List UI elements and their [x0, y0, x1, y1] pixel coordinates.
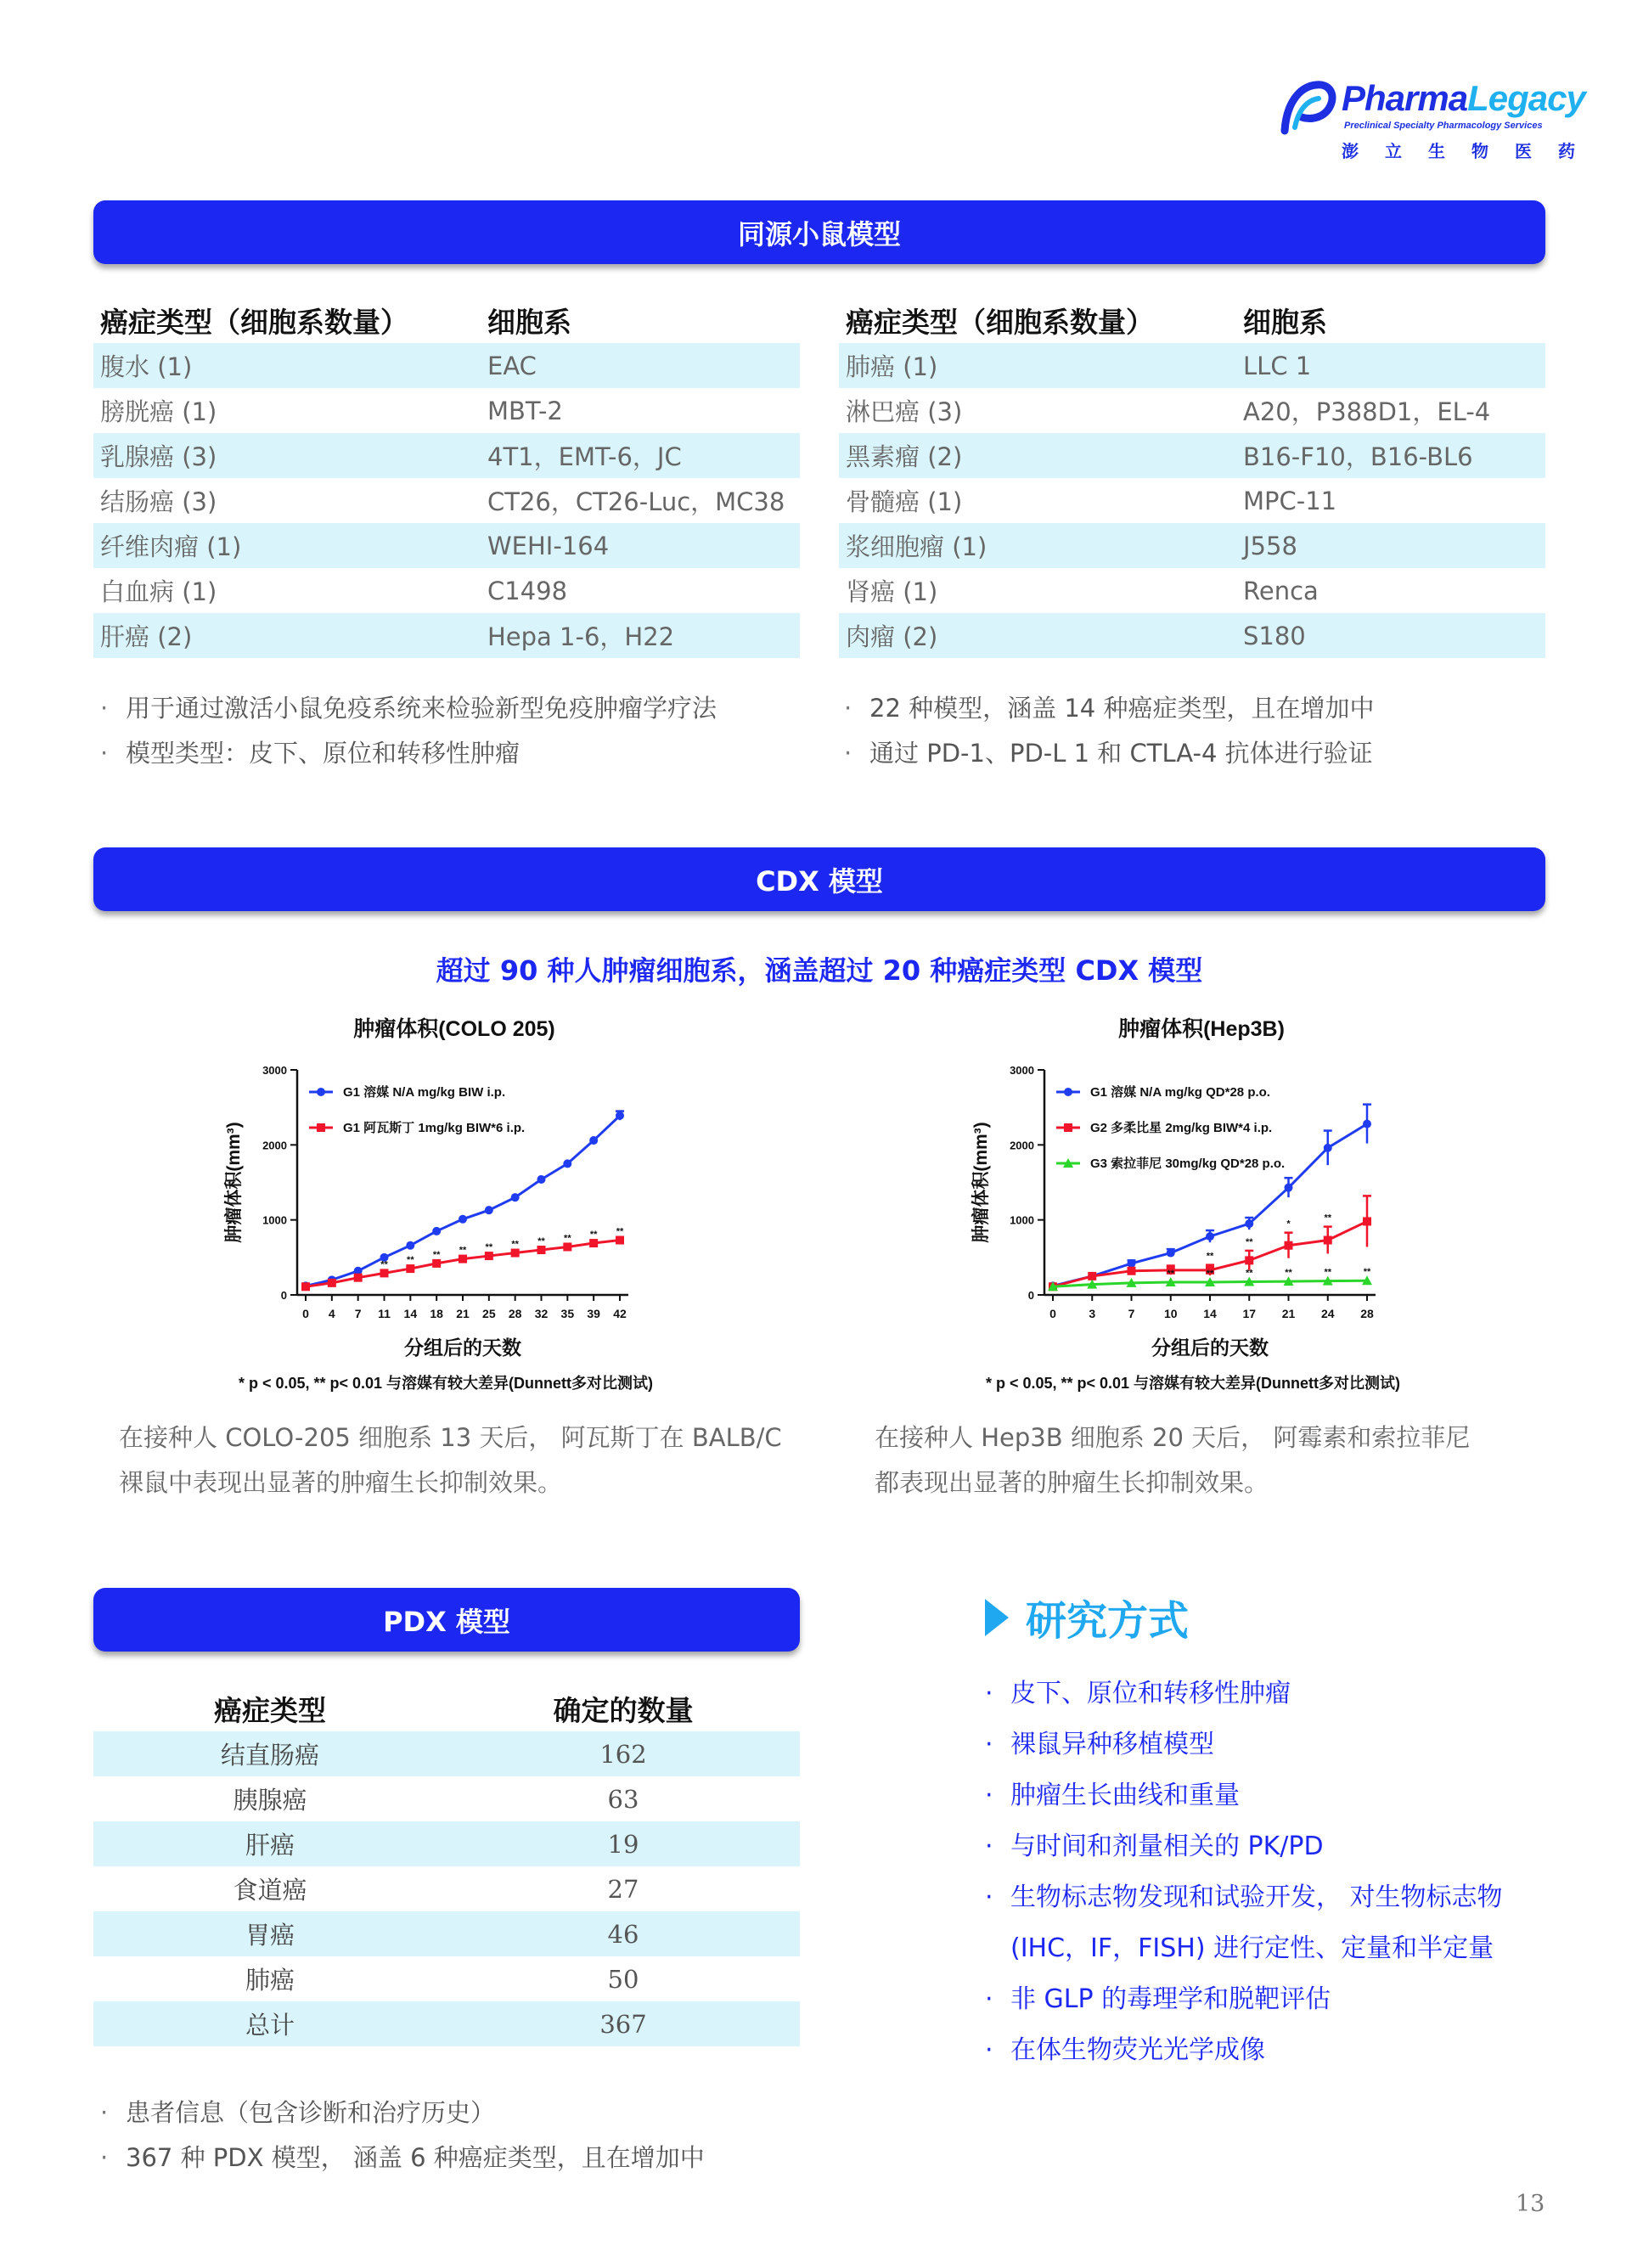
- cell-line-cell: WEHI-164: [481, 523, 800, 568]
- syngeneic-title: 同源小鼠模型: [737, 217, 901, 250]
- significance-label: *: [1286, 1218, 1291, 1230]
- list-item: · 与时间和剂量相关的 PK/PD: [985, 1821, 1503, 1872]
- legend-label: G1 溶媒 N/A mg/kg QD*28 p.o.: [1090, 1085, 1270, 1100]
- cdx-description-left: [119, 1415, 782, 1505]
- cancer-type-cell: 骨髓癌 (1): [846, 487, 963, 516]
- table-row: [93, 2001, 800, 2046]
- data-point: [485, 1252, 493, 1260]
- significance-label: **: [1245, 1236, 1253, 1247]
- data-point: [1324, 1144, 1332, 1152]
- x-axis-label: 分组后的天数: [404, 1337, 521, 1359]
- list-item: · 裸鼠异种移植模型: [985, 1719, 1503, 1770]
- legend-label: G2 多柔比星 2mg/kg BIW*4 i.p.: [1090, 1121, 1273, 1135]
- table-row: [839, 523, 1545, 568]
- significance-label: **: [485, 1242, 493, 1253]
- data-point: [563, 1159, 571, 1168]
- list-item: · 通过 PD-1、PD-L 1 和 CTLA-4 抗体进行验证: [844, 731, 1374, 776]
- column-header: 细胞系: [487, 305, 571, 339]
- data-point: [511, 1193, 520, 1202]
- table-row: [839, 568, 1545, 613]
- list-item: · 肿瘤生长曲线和重量: [985, 1770, 1503, 1821]
- data-point: [537, 1246, 546, 1254]
- list-item-continuation: (IHC，IF，FISH) 进行定性、定量和半定量: [1010, 1933, 1494, 1963]
- data-point: [432, 1227, 441, 1235]
- table-row: [93, 1731, 800, 1776]
- significance-label: **: [1363, 1267, 1371, 1278]
- legend-marker: [1064, 1123, 1072, 1132]
- significance-label: **: [1285, 1268, 1292, 1279]
- table-row: [93, 1911, 800, 1956]
- list-item: · 在体生物荧光光学成像: [985, 2025, 1503, 2076]
- data-point: [616, 1236, 624, 1245]
- data-point: [1167, 1249, 1175, 1258]
- logo-cn-char: 药: [1558, 141, 1575, 161]
- column-header: 癌症类型: [214, 1693, 326, 1727]
- chart-title: 肿瘤体积(Hep3B): [1118, 1017, 1285, 1041]
- cell-line-cell: C1498: [487, 576, 568, 605]
- cell-line-cell: Hepa 1-6，H22: [481, 613, 800, 658]
- x-tick-label: 17: [1242, 1307, 1257, 1320]
- cancer-type-cell: 肝癌 (2): [93, 613, 481, 658]
- x-tick-label: 10: [1163, 1307, 1178, 1320]
- cancer-type-cell: 肾癌 (1): [846, 577, 938, 606]
- significance-label: **: [511, 1239, 519, 1250]
- x-tick-label: 35: [560, 1307, 575, 1320]
- table-header-row: [93, 1686, 800, 1731]
- cell-line-cell: CT26，CT26-Luc，MC38: [487, 487, 785, 516]
- significance-label: **: [380, 1259, 388, 1270]
- data-point: [406, 1241, 414, 1250]
- list-item: · 皮下、原位和转移性肿瘤: [985, 1669, 1503, 1719]
- table-row: [93, 1866, 800, 1911]
- logo: [1278, 78, 1585, 172]
- cancer-type-cell: 淋巴癌 (3): [846, 397, 963, 426]
- table-row: [93, 1776, 800, 1821]
- cdx-banner: [93, 847, 1545, 911]
- legend-label: G1 溶媒 N/A mg/kg BIW i.p.: [343, 1085, 506, 1100]
- chart-colo205: [212, 1010, 739, 1393]
- x-tick-label: 28: [1360, 1307, 1374, 1320]
- table-row: [839, 478, 1545, 523]
- x-tick-label: 42: [613, 1307, 627, 1320]
- x-tick-label: 0: [302, 1307, 309, 1320]
- table-row: [839, 433, 1545, 478]
- pdx-title: PDX 模型: [383, 1605, 510, 1638]
- data-point: [380, 1269, 389, 1277]
- cancer-type-cell: 胰腺癌: [233, 1786, 307, 1815]
- count-cell: 50: [607, 1964, 639, 1994]
- x-tick-label: 3: [1089, 1307, 1096, 1320]
- series-line: [1053, 1124, 1367, 1286]
- cancer-type-cell: 食道癌: [233, 1876, 307, 1905]
- logo-cn-char: 医: [1515, 141, 1532, 161]
- chart-hep3b: [959, 1010, 1486, 1393]
- y-axis-label: 肿瘤体积(mm³): [224, 1122, 244, 1243]
- research-title: 研究方式: [1026, 1597, 1190, 1645]
- data-point: [459, 1255, 467, 1263]
- table-header-row: [93, 297, 800, 343]
- research-list: [985, 1669, 1503, 2076]
- significance-label: **: [1167, 1268, 1175, 1279]
- x-tick-label: 14: [1203, 1307, 1217, 1320]
- data-point: [1128, 1259, 1136, 1268]
- cancer-type-cell: 结肠癌 (3): [100, 487, 217, 516]
- data-point: [1363, 1217, 1371, 1225]
- count-cell: 367: [447, 2001, 800, 2046]
- data-point: [459, 1215, 467, 1224]
- data-point: [485, 1206, 493, 1214]
- significance-label: **: [432, 1249, 441, 1260]
- syngeneic-table-right: [839, 297, 1545, 658]
- y-tick-label: 3000: [262, 1064, 287, 1077]
- y-tick-label: 1000: [262, 1213, 287, 1227]
- data-point: [1206, 1232, 1214, 1241]
- logo-brand-b: Legacy: [1467, 78, 1585, 118]
- syngeneic-banner: [93, 200, 1545, 264]
- column-header: 确定的数量: [553, 1693, 694, 1727]
- data-point: [1088, 1272, 1096, 1280]
- significance-label: **: [1206, 1251, 1214, 1262]
- table-row: [839, 343, 1545, 388]
- y-tick-label: 2000: [1010, 1139, 1034, 1152]
- logo-wordmark: [1342, 78, 1585, 119]
- count-cell: 27: [607, 1874, 639, 1904]
- x-tick-label: 0: [1049, 1307, 1056, 1320]
- data-point: [1363, 1120, 1371, 1128]
- list-item: · 生物标志物发现和试验开发， 对生物标志物: [985, 1872, 1503, 1923]
- count-cell: 46: [447, 1911, 800, 1956]
- x-tick-label: 25: [482, 1307, 496, 1320]
- x-tick-label: 24: [1320, 1307, 1335, 1320]
- y-tick-label: 3000: [1010, 1064, 1034, 1077]
- logo-cn-char: 立: [1385, 141, 1402, 161]
- pdx-banner: [93, 1588, 800, 1652]
- data-point: [1128, 1267, 1136, 1275]
- x-tick-label: 28: [508, 1307, 522, 1320]
- legend-label: G1 阿瓦斯丁 1mg/kg BIW*6 i.p.: [343, 1121, 526, 1135]
- significance-label: **: [407, 1255, 414, 1266]
- syngeneic-table-left: [93, 297, 800, 658]
- syngeneic-bullets-right: [844, 686, 1374, 776]
- description-line: 在接种人 COLO-205 细胞系 13 天后， 阿瓦斯丁在 BALB/C: [119, 1423, 782, 1452]
- data-point: [1285, 1241, 1293, 1250]
- data-point: [511, 1249, 520, 1258]
- description-line: 都表现出显著的肿瘤生长抑制效果。: [875, 1468, 1269, 1497]
- logo-tagline: Preclinical Specialty Pharmacology Services: [1344, 121, 1543, 131]
- x-axis-label: 分组后的天数: [1151, 1337, 1269, 1359]
- list-item: · 22 种模型，涵盖 14 种癌症类型，且在增加中: [844, 686, 1374, 731]
- chart-footnote: * p < 0.05, ** p< 0.01 与溶媒有较大差异(Dunnett多对比测试): [238, 1375, 654, 1392]
- column-header: 癌症类型（细胞系数量）: [100, 305, 408, 339]
- column-header: 癌症类型（细胞系数量）: [846, 305, 1154, 339]
- data-point: [616, 1111, 624, 1120]
- data-point: [1245, 1219, 1253, 1228]
- significance-label: **: [1206, 1268, 1214, 1279]
- x-tick-label: 21: [1281, 1307, 1296, 1320]
- table-row: [93, 523, 800, 568]
- list-item: · 患者信息（包含诊断和治疗历史）: [100, 2091, 705, 2136]
- pdx-bullets: [100, 2091, 705, 2181]
- y-tick-label: 0: [1027, 1289, 1034, 1302]
- x-tick-label: 14: [403, 1307, 418, 1320]
- list-item: · 模型类型：皮下、原位和转移性肿瘤: [100, 731, 717, 776]
- data-point: [432, 1259, 441, 1268]
- count-cell: 162: [447, 1731, 800, 1776]
- cell-line-cell: Renca: [1243, 576, 1319, 605]
- logo-mark-icon: [1278, 78, 1346, 138]
- data-point: [354, 1274, 363, 1282]
- data-point: [328, 1279, 336, 1287]
- table-row: [93, 343, 800, 388]
- y-axis-label: 肿瘤体积(mm³): [971, 1122, 991, 1243]
- description-line: 裸鼠中表现出显著的肿瘤生长抑制效果。: [119, 1468, 563, 1497]
- cancer-type-cell: 肉瘤 (2): [839, 613, 1236, 658]
- cancer-type-cell: 浆细胞瘤 (1): [839, 523, 1236, 568]
- cell-line-cell: EAC: [481, 343, 800, 388]
- table-row: [93, 1821, 800, 1866]
- table-row: [93, 613, 800, 658]
- y-tick-label: 0: [280, 1289, 287, 1302]
- chart-title: 肿瘤体积(COLO 205): [353, 1017, 555, 1041]
- cell-line-cell: J558: [1236, 523, 1545, 568]
- x-tick-label: 7: [1128, 1307, 1135, 1320]
- table-row: [839, 388, 1545, 433]
- x-tick-label: 4: [328, 1307, 335, 1320]
- legend-label: G3 索拉菲尼 30mg/kg QD*28 p.o.: [1090, 1157, 1286, 1171]
- significance-label: **: [1245, 1268, 1253, 1279]
- cell-line-cell: B16-F10，B16-BL6: [1236, 433, 1545, 478]
- x-tick-label: 18: [430, 1307, 443, 1320]
- cell-line-cell: LLC 1: [1236, 343, 1545, 388]
- significance-label: **: [616, 1226, 624, 1237]
- cell-line-cell: 4T1，EMT-6，JC: [481, 433, 800, 478]
- cancer-type-cell: 肺癌 (1): [839, 343, 1236, 388]
- cell-line-cell: MBT-2: [487, 396, 563, 425]
- cancer-type-cell: 膀胱癌 (1): [100, 397, 217, 426]
- data-point: [1324, 1236, 1332, 1245]
- cdx-title: CDX 模型: [756, 864, 883, 898]
- significance-label: **: [564, 1233, 571, 1244]
- cdx-subtitle: 超过 90 种人肿瘤细胞系，涵盖超过 20 种癌症类型 CDX 模型: [436, 954, 1203, 987]
- data-point: [589, 1239, 598, 1247]
- count-cell: 19: [447, 1821, 800, 1866]
- cell-line-cell: S180: [1236, 613, 1545, 658]
- cancer-type-cell: 胃癌: [93, 1911, 447, 1956]
- significance-label: **: [1324, 1267, 1332, 1278]
- significance-label: **: [459, 1245, 467, 1256]
- list-item: · 非 GLP 的毒理学和脱靶评估: [985, 1974, 1503, 2025]
- legend-marker: [1064, 1088, 1072, 1096]
- table-row: [93, 1956, 800, 2001]
- x-tick-label: 11: [378, 1307, 391, 1320]
- cancer-type-cell: 总计: [93, 2001, 447, 2046]
- chart-footnote: * p < 0.05, ** p< 0.01 与溶媒有较大差异(Dunnett多对比测试): [985, 1375, 1401, 1392]
- cancer-type-cell: 结直肠癌: [93, 1731, 447, 1776]
- data-point: [301, 1282, 310, 1291]
- cancer-type-cell: 白血病 (1): [100, 577, 217, 606]
- data-point: [563, 1242, 571, 1251]
- table-header-row: [839, 297, 1545, 343]
- table-row: [93, 478, 800, 523]
- table-row: [839, 613, 1545, 658]
- cancer-type-cell: 乳腺癌 (3): [93, 433, 481, 478]
- page-number: 13: [1516, 2191, 1545, 2217]
- description-line: 在接种人 Hep3B 细胞系 20 天后， 阿霉素和索拉菲尼: [875, 1423, 1471, 1452]
- significance-label: **: [537, 1236, 545, 1247]
- x-tick-label: 7: [354, 1307, 362, 1320]
- significance-label: **: [589, 1230, 598, 1241]
- data-point: [1245, 1256, 1253, 1264]
- cancer-type-cell: 肺癌: [245, 1966, 295, 1995]
- data-point: [537, 1175, 546, 1184]
- research-heading: [985, 1588, 1189, 1646]
- cell-line-cell: A20，P388D1，EL-4: [1243, 397, 1491, 426]
- table-row: [93, 433, 800, 478]
- cell-line-cell: MPC-11: [1243, 486, 1337, 515]
- list-item: · 用于通过激活小鼠免疫系统来检验新型免疫肿瘤学疗法: [100, 686, 717, 731]
- list-item: · 367 种 PDX 模型， 涵盖 6 种癌症类型，且在增加中: [100, 2136, 705, 2181]
- x-tick-label: 32: [534, 1307, 549, 1320]
- logo-cn-char: 物: [1471, 141, 1488, 161]
- cancer-type-cell: 肝癌: [93, 1821, 447, 1866]
- cancer-type-cell: 黑素瘤 (2): [839, 433, 1236, 478]
- data-point: [1285, 1184, 1293, 1192]
- table-row: [93, 388, 800, 433]
- cancer-type-cell: 纤维肉瘤 (1): [93, 523, 481, 568]
- y-tick-label: 2000: [262, 1139, 287, 1152]
- cdx-description-right: [875, 1415, 1470, 1505]
- x-tick-label: 21: [456, 1307, 470, 1320]
- logo-chinese-name: [1342, 138, 1596, 162]
- logo-cn-char: 生: [1428, 141, 1445, 161]
- data-point: [589, 1136, 598, 1145]
- y-tick-label: 1000: [1010, 1213, 1034, 1227]
- cancer-type-cell: 腹水 (1): [93, 343, 481, 388]
- data-point: [406, 1264, 414, 1273]
- logo-cn-char: 澎: [1342, 141, 1359, 161]
- column-header: 细胞系: [1243, 305, 1327, 339]
- syngeneic-bullets-left: [100, 686, 717, 776]
- legend-marker: [317, 1123, 325, 1132]
- count-cell: 63: [607, 1784, 639, 1814]
- logo-brand-a: Pharma: [1342, 78, 1468, 118]
- significance-label: **: [1324, 1213, 1332, 1224]
- pdx-table: [93, 1686, 800, 2046]
- legend-marker: [317, 1088, 325, 1096]
- x-tick-label: 39: [587, 1307, 600, 1320]
- triangle-bullet-icon: [985, 1599, 1009, 1636]
- table-row: [93, 568, 800, 613]
